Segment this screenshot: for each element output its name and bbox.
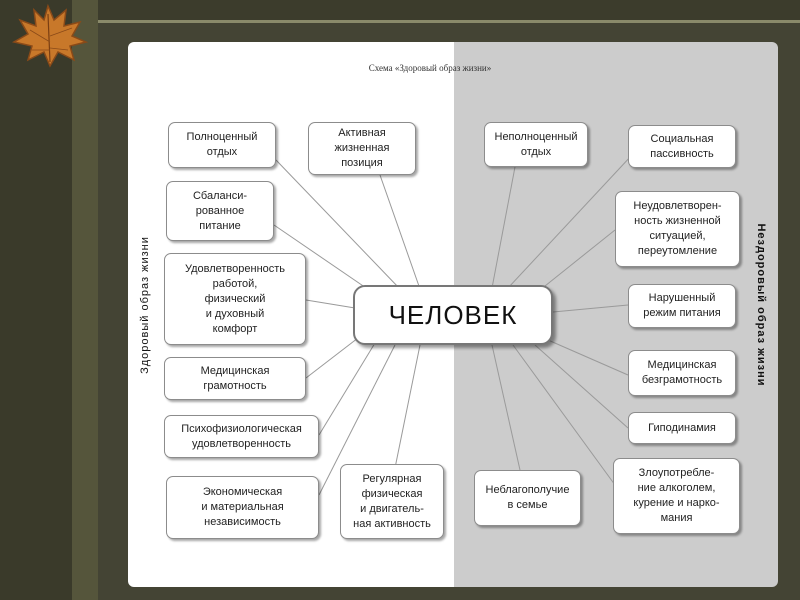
connector-line — [492, 167, 515, 288]
node-hypodynamia: Гиподинамия — [628, 412, 736, 444]
connector-line — [548, 340, 628, 375]
connector-line — [535, 345, 628, 428]
connector-line — [492, 345, 520, 470]
node-balanced-nutrition: Сбаланси- рованное питание — [166, 181, 274, 241]
node-economic-independence: Экономическая и материальная независимость — [166, 476, 319, 539]
node-social-passivity: Социальная пассивность — [628, 125, 736, 168]
node-inadequate-rest: Неполноценный отдых — [484, 122, 588, 167]
connector-line — [553, 305, 628, 312]
node-medical-illiteracy: Медицинская безграмотность — [628, 350, 736, 396]
node-work-satisfaction: Удовлетворенность работой, физический и духовный комфорт — [164, 253, 306, 345]
connector-line — [306, 338, 358, 378]
unhealthy-lifestyle-label: Нездоровый образ жизни — [755, 223, 767, 387]
node-substance-abuse: Злоупотребле- ние алкоголем, курение и нарко- мания — [613, 458, 740, 534]
connector-line — [508, 155, 632, 288]
node-life-dissatisfaction: Неудовлетворен- ность жизненной ситуацией, переутомление — [615, 191, 740, 267]
node-disrupted-diet: Нарушенный режим питания — [628, 284, 736, 328]
node-family-trouble: Неблагополучие в семье — [474, 470, 581, 526]
node-active-life-position: Активная жизненная позиция — [308, 122, 416, 175]
node-full-rest: Полноценный отдых — [168, 122, 276, 168]
healthy-lifestyle-label: Здоровый образ жизни — [139, 236, 151, 374]
connector-line — [306, 300, 355, 308]
connector-line — [319, 343, 375, 435]
connector-line — [513, 345, 615, 485]
node-regular-physical-activity: Регулярная физическая и двигатель- ная активность — [340, 464, 444, 539]
connector-line — [395, 345, 420, 468]
connector-line — [540, 230, 615, 290]
diagram-title: Схема «Здоровый образ жизни» — [368, 63, 492, 73]
center-node-human: ЧЕЛОВЕК — [353, 285, 553, 345]
node-psychophysiological-satisfaction: Психофизиологическая удовлетворенность — [164, 415, 319, 458]
connector-line — [380, 175, 420, 289]
node-medical-literacy: Медицинская грамотность — [164, 357, 306, 400]
